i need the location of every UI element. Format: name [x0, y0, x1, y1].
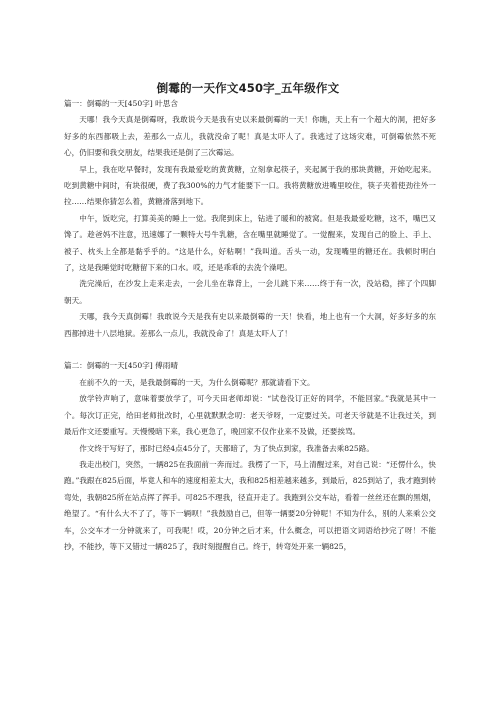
article-2	[64, 358, 436, 555]
paragraph: 放学铃声响了，意味着要放学了，可今天田老师却说：“试卷没订正好的同学，不能回家。”我就是其中一个。每次订正完，给田老师批改时，心里就默默念叨：老天爷呀，一定要过关。可老天爷就是不让我过关，到最后作文还要重写。天慢慢暗下来，我心更急了，晚回家不仅作业来不及做，还要挨骂。	[64, 394, 436, 437]
paragraph: 天哪，我今天真倒霉！我敢说今天是我有史以来最倒霉的一天！快看，地上也有一个大洞，好多好多的东西都掉进十八层地狱。差那么一点儿，我就没命了！真是太吓人了！	[64, 312, 436, 338]
article-heading: 篇一：倒霉的一天[450字] 叶思含	[64, 99, 178, 108]
document-body	[64, 96, 436, 555]
paragraph: 洗完澡后，在沙发上走来走去，一会儿坐在靠背上，一会儿跳下来……终于有一次，没站稳，摔了个四脚朝天。	[64, 279, 436, 305]
article-heading: 篇二：倒霉的一天[450字] 傅雨晴	[64, 361, 178, 371]
section-gap	[64, 342, 436, 358]
paragraph: 中午，饭吃完，打算美美的睡上一觉。我爬到床上，钻进了暖和的被窝。但是我最爱吃糖，这不，嘴巴又馋了。趁爸妈不注意，迅速娜了一颗特大号牛乳糖，含在嘴里就睡觉了。一觉醒来，发现自己的脸上、手上、被子、枕头上全都是黏乎乎的。“这是什么，好粘啊！”我叫道。舌头一动，发现嘴里的糖还在。我顿时明白了，这是我睡觉时吃糖留下来的口水。哎，还是乖乖的去洗个澡吧。	[64, 213, 436, 273]
paragraph: 天哪！我今天真是倒霉呀，我敢说今天是我有史以来最倒霉的一天！你瞧，天上有一个超大的洞，把好多好多的东西都吸上去，差那么一点儿，我就没命了呢！真是太吓人了。我逃过了这场灾难，可倒霉依然不死心，仍旧要和我交朋友，结果我还是倒了三次霉运。	[64, 115, 436, 158]
paragraph: 作文终于写好了，那时已经4点45分了，天都暗了，为了快点到家，我准备去乘825路。	[79, 443, 374, 453]
paragraph: 在前不久的一天，是我最倒霉的一天，为什么倒霉呢？那就请看下文。	[79, 377, 315, 387]
paragraph: 早上，我在吃早餐时，发现有我最爱吃的黄黄糖，立刻拿起筷子，夹起属于我的那块黄糖，开始吃起来。吃到黄糖中间时，有块很硬，费了我300%的力气才能要下一口。我将黄糖放进嘴里咬住，筷子夹着使劲往外一拉……结果你猜怎么着，黄糖滑落到地下。	[64, 164, 436, 207]
paragraph: 我走出校门，突然，一辆825在我面前一奔而过。我楞了一下，马上清醒过来，对自己说：“还愣什么，快跑。”我跟在825后面，毕竟人和车的速度相差太大，我和825相差越来越多，到最后，825到站了，我才跑到转弯处，我朝825所在站点挥了挥手。可825不理我，径直开走了。我跑到公交车站，看着一丝丝还在飘的黑烟，绝望了。“有什么大不了了，等下一辆呗！”我鼓励自己，但等一辆要20分钟呢！不知为什么，别的人来乘公交车，公交车才一分钟就来了，可我呢！哎，20分钟之后才来，什么概念，可以把语文词语给抄完了呀！不能抄，不能抄，等下又错过一辆825了，我时刻提醒自己。终于，转弯处开来一辆825，	[64, 459, 436, 551]
page-title: 倒霉的一天作文450字_五年级作文	[156, 81, 340, 95]
article-1	[64, 96, 436, 342]
